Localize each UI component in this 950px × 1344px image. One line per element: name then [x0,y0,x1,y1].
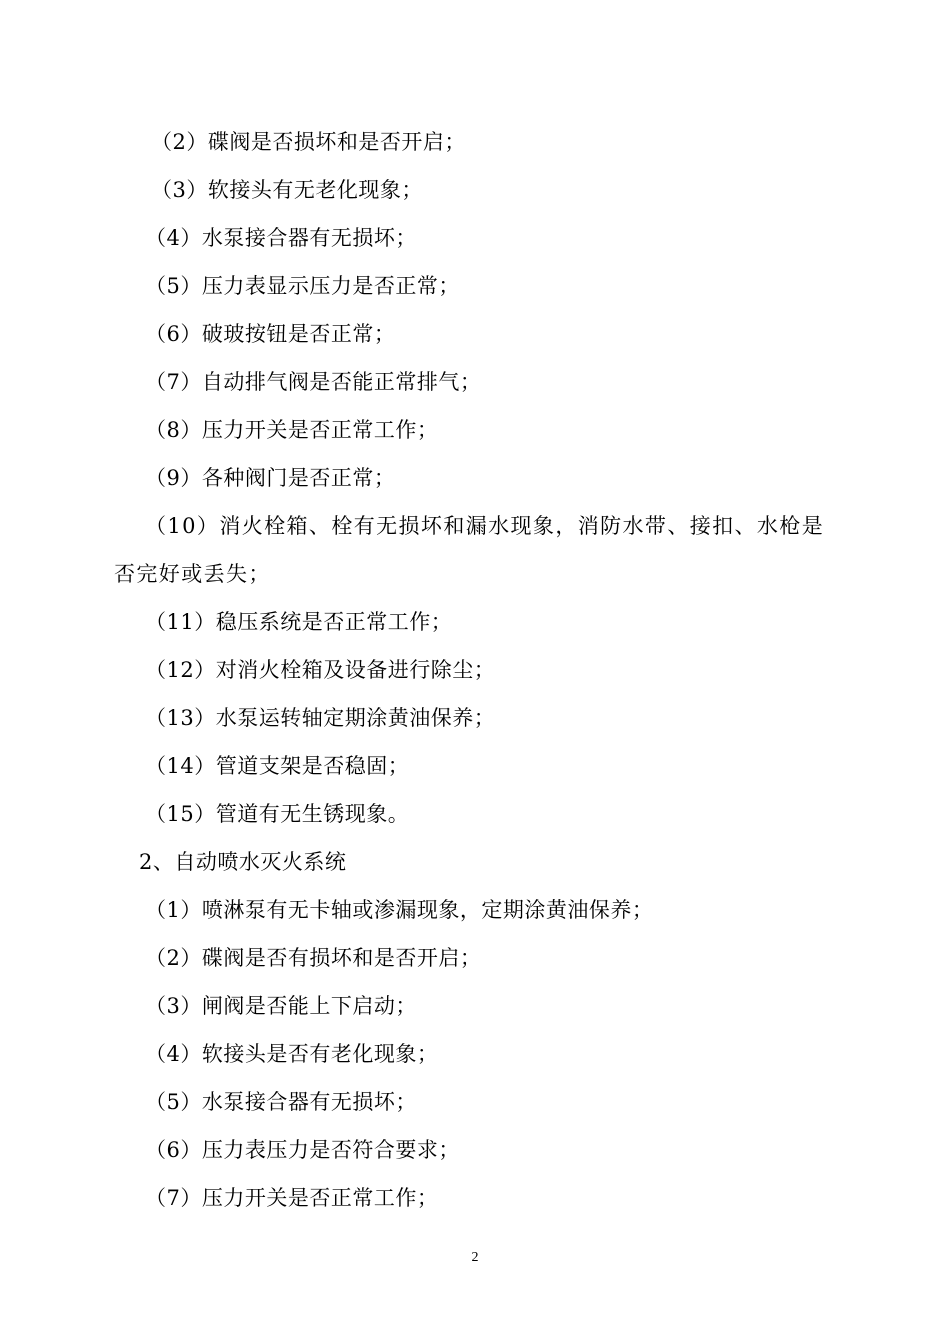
paragraph: （7）自动排气阀是否能正常排气； [145,370,482,394]
paragraph: （15）管道有无生锈现象。 [145,802,410,826]
paragraph: （1）喷淋泵有无卡轴或渗漏现象，定期涂黄油保养； [145,898,654,922]
page-number: 2 [471,1250,479,1265]
paragraph: （2）碟阀是否损坏和是否开启； [151,130,466,154]
paragraph: （12）对消火栓箱及设备进行除尘； [145,658,496,682]
paragraph: （5）水泵接合器有无损坏； [145,1090,417,1114]
paragraph: （3）闸阀是否能上下启动； [145,994,417,1018]
paragraph: （11）稳压系统是否正常工作； [145,610,453,634]
paragraph: （4）水泵接合器有无损坏； [145,226,417,250]
paragraph: （5）压力表显示压力是否正常； [145,274,460,298]
paragraph: （3）软接头有无老化现象； [151,178,423,202]
document-body [114,118,844,1222]
paragraph: （6）压力表压力是否符合要求； [145,1138,460,1162]
section-heading: 2、自动喷水灭火系统 [139,850,347,874]
paragraph: （13）水泵运转轴定期涂黄油保养； [145,706,496,730]
paragraph: （9）各种阀门是否正常； [145,466,396,490]
paragraph: （7）压力开关是否正常工作； [145,1186,439,1210]
paragraph: （4）软接头是否有老化现象； [145,1042,439,1066]
paragraph: （14）管道支架是否稳固； [145,754,410,778]
paragraph: （6）破玻按钮是否正常； [145,322,396,346]
paragraph: （2）碟阀是否有损坏和是否开启； [145,946,482,970]
paragraph: （10）消火栓箱、栓有无损坏和漏水现象，消防水带、接扣、水枪是否完好或丢失； [114,514,825,586]
paragraph: （8）压力开关是否正常工作； [145,418,439,442]
